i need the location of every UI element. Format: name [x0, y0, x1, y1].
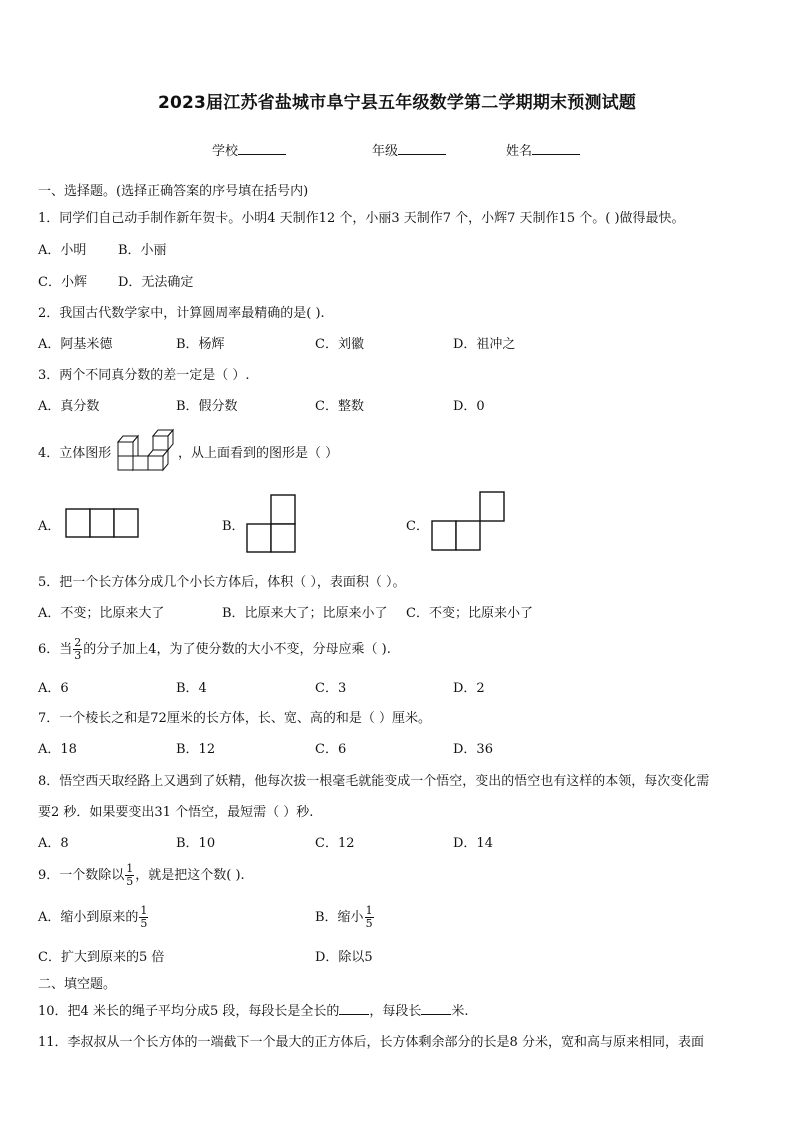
q6-option-c[interactable]: C．3: [315, 681, 347, 696]
q2-option-a[interactable]: A．阿基米德: [38, 337, 113, 352]
q6-fraction: [73, 637, 82, 662]
q1-option-a[interactable]: A．小明: [38, 243, 87, 258]
q1-option-d[interactable]: D．无法确定: [118, 275, 194, 290]
q6-option-a[interactable]: A．6: [38, 681, 69, 696]
q4-option-c[interactable]: C．: [406, 519, 429, 534]
q10-part3: 米.: [451, 1004, 469, 1019]
q4-option-b-figure[interactable]: [246, 494, 298, 554]
q9-option-b-numerator: 1: [365, 904, 373, 917]
q6-numerator: 2: [74, 636, 82, 649]
q2-option-c[interactable]: C．刘徽: [315, 337, 364, 352]
school-field: [212, 140, 286, 159]
q3-text: 3．两个不同真分数的差一定是（ ）.: [38, 368, 250, 383]
grade-label: 年级: [372, 144, 399, 159]
school-label: 学校: [212, 144, 239, 159]
q10-part2: ，每段长: [369, 1004, 422, 1019]
section-choice-heading: 一、选择题。(选择正确答案的序号填在括号内): [38, 184, 309, 199]
q4-option-a[interactable]: A．: [38, 519, 61, 534]
q3-option-a[interactable]: A．真分数: [38, 399, 100, 414]
q7-option-c[interactable]: C．6: [315, 742, 347, 757]
q9-text: [38, 863, 245, 888]
q8-text-line1: 8．悟空西天取经路上又遇到了妖精，他每次拔一根毫毛就能变成一个悟空，变出的悟空也有这样的本领，每次变化需: [38, 774, 710, 789]
q4-prefix: 4．立体图形: [38, 446, 112, 461]
q5-option-c[interactable]: C．不变；比原来小了: [406, 606, 533, 621]
q9-option-b-prefix: B．缩小: [315, 910, 364, 925]
q8-option-a[interactable]: A．8: [38, 836, 69, 851]
q10-blank-fraction[interactable]: [339, 1002, 369, 1015]
q2-option-d[interactable]: D．祖冲之: [453, 337, 516, 352]
q10-part1: 10．把4 米长的绳子平均分成5 段，每段长是全长的: [38, 1004, 340, 1019]
q8-text-line2: 要2 秒．如果要变出31 个悟空，最短需（ ）秒.: [38, 805, 314, 820]
q3-option-c[interactable]: C．整数: [315, 399, 364, 414]
name-label: 姓名: [506, 144, 533, 159]
q6-text: [38, 637, 391, 662]
q6-prefix: 6．当: [38, 642, 73, 657]
q10-text: [38, 1000, 469, 1019]
grade-field: [372, 140, 446, 159]
name-field: [506, 140, 580, 159]
q8-option-d[interactable]: D．14: [453, 836, 493, 851]
q4-option-b[interactable]: B．: [222, 519, 245, 534]
grade-blank[interactable]: [398, 142, 446, 155]
q1-option-c[interactable]: C．小辉: [38, 275, 87, 290]
solid-figure-image: [117, 428, 179, 472]
q4-option-c-figure[interactable]: [431, 491, 507, 553]
q6-option-d[interactable]: D．2: [453, 681, 485, 696]
q3-option-b[interactable]: B．假分数: [176, 399, 238, 414]
q7-option-b[interactable]: B．12: [176, 742, 216, 757]
q9-option-a-numerator: 1: [140, 904, 148, 917]
q2-text: 2．我国古代数学家中，计算圆周率最精确的是( ).: [38, 306, 325, 321]
q9-denominator: 5: [126, 875, 134, 888]
q9-option-a-denominator: 5: [140, 917, 148, 930]
q8-option-b[interactable]: B．10: [176, 836, 216, 851]
q9-suffix: ，就是把这个数( ).: [135, 868, 245, 883]
q9-option-a-fraction: [139, 905, 148, 930]
q9-option-d[interactable]: D．除以5: [315, 950, 373, 965]
q9-option-b-denominator: 5: [365, 917, 373, 930]
q5-text: 5．把一个长方体分成几个小长方体后，体积（ ），表面积（ ）。: [38, 575, 406, 590]
q9-prefix: 9．一个数除以: [38, 868, 125, 883]
q1-option-b[interactable]: B．小丽: [118, 243, 167, 258]
q10-blank-length[interactable]: [421, 1002, 451, 1015]
q9-fraction: [125, 863, 134, 888]
q1-text: 1．同学们自己动手制作新年贺卡。小明4 天制作12 个，小丽3 天制作7 个，小辉7 天制作15 个。( )做得最快。: [38, 211, 685, 226]
name-blank[interactable]: [532, 142, 580, 155]
q3-option-d[interactable]: D．0: [453, 399, 485, 414]
q7-option-d[interactable]: D．36: [453, 742, 493, 757]
page-title: 2023届江苏省盐城市阜宁县五年级数学第二学期期末预测试题: [157, 93, 637, 113]
q5-option-b[interactable]: B．比原来大了；比原来小了: [222, 606, 388, 621]
q9-option-b-fraction: [365, 905, 374, 930]
q6-option-b[interactable]: B．4: [176, 681, 207, 696]
q6-suffix: 的分子加上4，为了使分数的大小不变，分母应乘（ ).: [83, 642, 391, 657]
q9-option-b[interactable]: [315, 905, 375, 930]
q9-option-c[interactable]: C．扩大到原来的5 倍: [38, 950, 165, 965]
q7-text: 7．一个棱长之和是72厘米的长方体，长、宽、高的和是（ ）厘米。: [38, 711, 431, 726]
q5-option-a[interactable]: A．不变；比原来大了: [38, 606, 165, 621]
q9-numerator: 1: [126, 862, 134, 875]
q8-option-c[interactable]: C．12: [315, 836, 355, 851]
q6-denominator: 3: [74, 649, 82, 662]
q9-option-a[interactable]: [38, 905, 149, 930]
q11-text: 11．李叔叔从一个长方体的一端截下一个最大的正方体后，长方体剩余部分的长是8 分米，宽和高与原来相同，表面: [38, 1035, 704, 1050]
q2-option-b[interactable]: B．杨辉: [176, 337, 225, 352]
school-blank[interactable]: [238, 142, 286, 155]
section-fill-heading: 二、填空题。: [38, 977, 117, 992]
q4-option-a-figure[interactable]: [65, 508, 139, 538]
q7-option-a[interactable]: A．18: [38, 742, 77, 757]
q4-suffix: ，从上面看到的图形是（ ）: [178, 446, 339, 461]
q9-option-a-prefix: A．缩小到原来的: [38, 910, 139, 925]
